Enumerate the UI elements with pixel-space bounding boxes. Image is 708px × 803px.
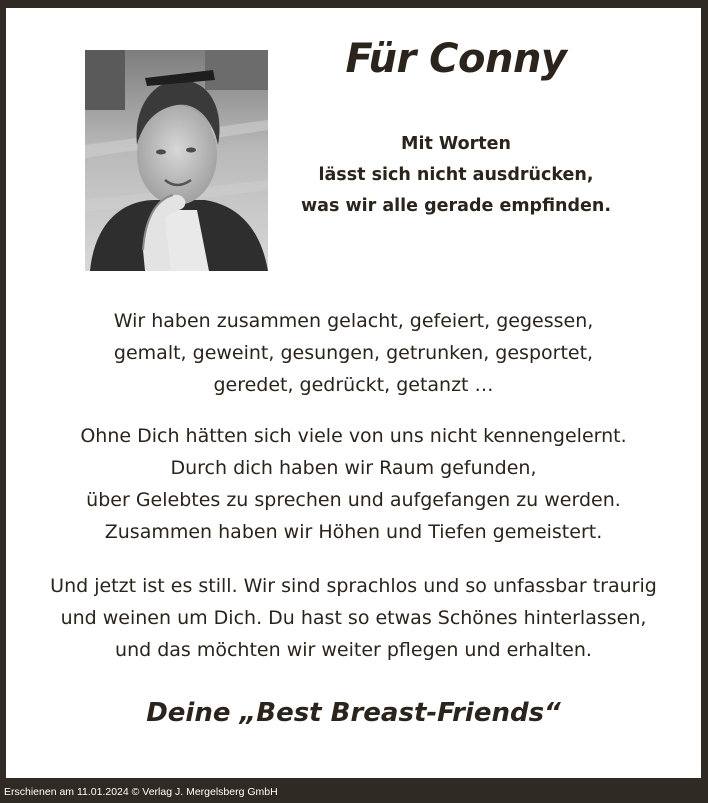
paragraph-line: Und jetzt ist es still. Wir sind sprachlos und so unfassbar traurig [50,575,657,597]
paragraph-farewell [6,570,701,666]
paragraph-line: Ohne Dich hätten sich viele von uns nicht kennengelernt. [80,425,627,447]
motto-line: lässt sich nicht ausdrücken, [318,165,594,185]
paragraph-memories [6,305,701,401]
signature: Deine „Best Breast-Friends“ [146,698,561,728]
publication-footer: Erschienen am 11.01.2024 © Verlag J. Mergelsberg GmbH [4,786,278,798]
paragraph-line: Zusammen haben wir Höhen und Tiefen gemeistert. [104,521,603,543]
paragraph-line: und weinen um Dich. Du hast so etwas Schönes hinterlassen, [60,607,647,629]
obituary-card [6,8,701,778]
paragraph-line: Wir haben zusammen gelacht, gefeiert, gegessen, [113,310,594,332]
motto [276,129,636,222]
paragraph-line: gemalt, geweint, gesungen, getrunken, gesportet, [113,342,594,364]
paragraph-friendship [6,420,701,548]
notice-title: Für Conny [345,36,567,82]
paragraph-line: über Gelebtes zu sprechen und aufgefangen zu werden. [86,489,621,511]
portrait-photo [85,50,268,271]
paragraph-line: geredet, gedrückt, getanzt … [213,374,494,396]
motto-line: Mit Worten [401,134,511,154]
motto-line: was wir alle gerade empfinden. [300,196,612,216]
paragraph-line: und das möchten wir weiter pflegen und erhalten. [115,639,592,661]
paragraph-line: Durch dich haben wir Raum gefunden, [170,457,537,479]
